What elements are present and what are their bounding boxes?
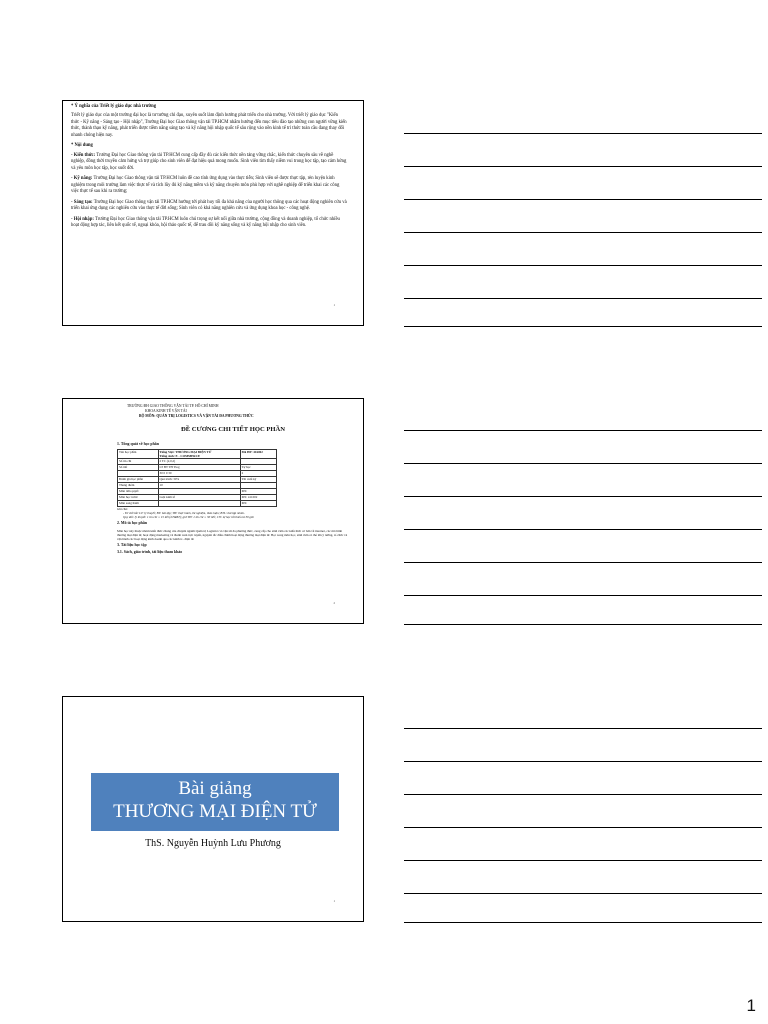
- slide3-number: 1: [333, 899, 335, 903]
- notes-label: Ghi chú:: [117, 507, 128, 512]
- note-line: [404, 265, 762, 266]
- note-line: [404, 496, 762, 497]
- table-row: 30 0 0 30 2: [118, 471, 277, 477]
- slide1-item: - Hội nhập: Trường Đại học Giao thông vận tải TP.HCM luôn chú trọng sự kết nối giữa nhà trường, cộng đồng và doanh nghiệp, tổ chức nhiều hoạt động hợp tác, liên kết quốc tế, ngoại khóa, hội thảo quốc tế, để trau dồi kỹ năng sống và kỹ năng hội nhập cho sinh viên.: [71, 216, 340, 229]
- section-heading: 3. Tài liệu học tập: [117, 542, 147, 547]
- slide1-intro: Triết lý giáo dục của một trường đại học là tư tưởng chỉ đạo, xuyên suốt làm định hướng phát triển cho nhà trường. Với triết lý giáo dục "Kiến thức - Kỹ năng - Sáng tạo - Hội nhập", Trường Đại học Giao thông vận tải TP.HCM nhằm hướng đến mục tiêu đào tạo những con người vững kiến thức, thành thạo kỹ năng, phát triển được tiềm năng sáng tạo và kỹ năng hội nhập quốc tế sâu rộng vào nền kinh tế tri thức toàn cầu đang thay đổi nhanh chóng hiện nay.: [71, 113, 347, 138]
- note-line: [404, 562, 762, 563]
- slide1-item: - Sáng tạo: Trường Đại học Giao thông vận tải TP.HCM hướng tới phát huy tối đa khả năng của người học thông qua các hoạt động nghiên cứu và triển khai ứng dụng các nghiên cứu vào thực tế đời sống; Sinh viên có khả năng nghiên cứu và ứng dụng khoa học - công nghệ.: [71, 199, 347, 212]
- note-line: [404, 298, 762, 299]
- title-banner: [91, 773, 339, 831]
- author-name: ThS. Nguyễn Huỳnh Lưu Phương: [145, 838, 281, 849]
- course-title: THƯƠNG MẠI ĐIỆN TỬ: [113, 801, 317, 822]
- table-row: Đánh giá học phần Quá trình: 30% Thi cuối kỳ: [118, 477, 277, 483]
- department-name: BỘ MÔN: QUẢN TRỊ LOGISTICS VÀ VẬN TẢI ĐA PHƯƠNG THỨC: [139, 413, 254, 418]
- table-row: Tên học phần Tiếng Việt: THƯƠNG MẠI ĐIỆN TỬ Tiếng Anh: E - COMMERCE Mã HP: 416002: [118, 450, 277, 459]
- section-heading: 1. Tổng quát về học phần: [117, 442, 159, 446]
- faculty-name: KHOA KINH TẾ VẬN TẢI: [145, 408, 187, 413]
- note-line: [404, 529, 762, 530]
- note-line: [404, 430, 762, 431]
- note-abbreviations: - Từ viết tắt: LT: lý thuyết; BT: bài tập; TH: thực hành, thí nghiệm, thảo luận; BTL: bài tập nhóm.: [123, 511, 245, 516]
- note-line: [404, 199, 762, 200]
- table-row: Môn song hành MS:: [118, 501, 277, 507]
- section-heading: 2. Mô tả học phần: [117, 521, 147, 526]
- slide1-content-heading: * Nội dung: [71, 143, 93, 149]
- note-line: [404, 922, 762, 923]
- note-line: [404, 893, 762, 894]
- slide1-content: [71, 104, 347, 234]
- table-row: Môn tiên quyết MS:: [118, 489, 277, 495]
- note-line: [404, 463, 762, 464]
- slide2-number: 2: [333, 601, 335, 605]
- slide1-item: - Kỹ năng: Trường Đại học Giao thông vận tải TP.HCM luôn đề cao tính ứng dụng vào thực tiễn; Sinh viên sẽ được thực tập, rèn luyện kinh nghiệm trong môi trường làm việc thực tế và tích lũy đủ kỹ năng mềm và kỹ năng chuyên môn phù hợp với nghề nghiệp để triển khai các công việc thực tế sau khi ra trường;: [71, 176, 340, 195]
- page-number: 1: [746, 996, 756, 1015]
- slide1-item: - Kiến thức: Trường Đại học Giao thông vận tải TP.HCM cung cấp đầy đủ các kiến thức nền tảng vững chắc, kiến thức chuyên sâu về nghề nghiệp, đồng thời truyền cảm hứng và trợ giúp cho sinh viên để đạt hiệu quả mong muốn. Sinh viên tìm thấy niềm vui trong học tập, tạo cảm hứng và yêu môn học tập, học suốt đời.: [71, 152, 347, 171]
- syllabus-title: ĐỀ CƯƠNG CHI TIẾT HỌC PHẦN: [180, 426, 286, 434]
- note-line: [404, 133, 762, 134]
- lecture-label: Bài giảng: [178, 778, 252, 799]
- note-line: [404, 827, 762, 828]
- note-line: [404, 595, 762, 596]
- note-line: [404, 794, 762, 795]
- note-line: [404, 860, 762, 861]
- table-row: Môn học trước Luật kinh tế MS: 411002: [118, 495, 277, 501]
- table-row: Số tín chỉ 2 TC (2,0,2): [118, 459, 277, 465]
- note-line: [404, 166, 762, 167]
- note-line: [404, 232, 762, 233]
- note-line: [404, 761, 762, 762]
- slide2-content: [117, 404, 349, 557]
- table-row: Số tiết LT BT TH Tlog Tự học: [118, 465, 277, 471]
- note-conversion: Quy đổi: lý thuyết: 1 tín chỉ = 15 tiết (LT&BT); giờ TH: 1 tín chỉ = 30 tiết; 1TC tự học tối thiểu là 30 giờ.: [123, 515, 255, 520]
- slide1-heading: * Ý nghĩa của Triết lý giáo dục nhà trường: [71, 104, 157, 109]
- slide-thumbnail-3: [62, 696, 364, 922]
- course-info-table: [117, 449, 277, 507]
- course-description: Môn học này thuộc nhóm kiến thức chung của chuyên ngành Quản trị Logistics và vận tải đa phương thức, cung cấp cho sinh viên các kiến thức cơ bản về internet, các mô hình thương mại điện tử, hoạt động marketing và thanh toán trực tuyến, nguyên tắc điều chỉnh hoạt động thương mại điện tử. Học xong môn học, sinh viên có thể lên ý tưởng, tổ chức và vận hành các hoạt động kinh doanh qua các kênh tr.. điện tử.: [117, 528, 348, 541]
- note-line: [404, 624, 762, 625]
- note-line: [404, 326, 762, 327]
- note-line: [404, 728, 762, 729]
- slide-thumbnail-1: [62, 100, 364, 326]
- section-heading: 3.1. Sách, giáo trình, tài liệu tham khảo: [117, 550, 183, 555]
- slide1-number: 1: [333, 303, 335, 307]
- slide-thumbnail-2: [62, 398, 364, 624]
- school-name: TRƯỜNG ĐH GIAO THÔNG VẬN TẢI TP. HỒ CHÍ MINH: [127, 404, 219, 408]
- table-row: Thang điểm 10: [118, 483, 277, 489]
